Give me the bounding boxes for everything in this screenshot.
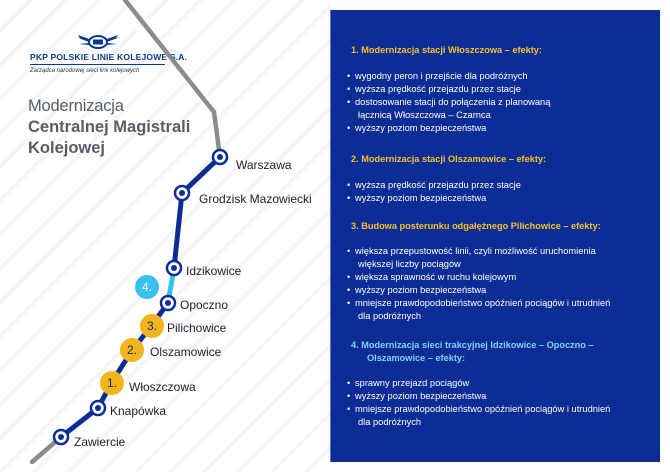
section-1-bullet: • wyższa prędkość przejazdu przez stacje <box>347 84 521 94</box>
section-1-bullet-continuation: łącznicą Włoszczowa – Czarnca <box>358 110 491 120</box>
station-node-grodzisk <box>175 186 189 200</box>
badge-2-label: 2. <box>126 343 137 357</box>
section-1-bullet: • wygodny peron i przejście dla podróżnych <box>347 71 528 81</box>
station-label-idzikowice: Idzikowice <box>186 264 242 278</box>
station-label-knapowka: Knapówka <box>110 404 167 418</box>
section-1-heading: 1. Modernizacja stacji Włoszczowa – efekty: <box>351 45 542 55</box>
station-label-pilichowice: Pilichowice <box>167 321 227 335</box>
section-3-heading: 3. Budowa posterunku odgałężnego Pilichowice – efekty: <box>351 221 601 231</box>
station-label-wloszczowa: Włoszczowa <box>129 380 196 394</box>
railway-route-map <box>0 0 330 472</box>
badge-1-label: 1. <box>106 376 117 390</box>
section-4-heading-line-1: 4. Modernizacja sieci trakcyjnej Idzikowice – Opoczno – <box>351 340 594 350</box>
station-node-opoczno <box>161 296 175 310</box>
station-label-zawiercie: Zawiercie <box>74 435 126 449</box>
station-node-idzikowice <box>167 261 181 275</box>
section-2-bullet: • wyższy poziom bezpieczeństwa <box>347 193 487 203</box>
badge-3-label: 3. <box>146 319 157 333</box>
station-node-zawiercie <box>54 430 68 444</box>
logo-subtitle: Zarządca narodowej sieci linii kolejowych <box>30 68 140 74</box>
route-gray-segment <box>125 0 220 157</box>
section-1-bullet: • dostosowanie stacji do połączenia z planowaną <box>347 97 551 107</box>
logo-brand: PKP POLSKIE LINIE KOLEJOWE S.A. <box>30 52 188 62</box>
section-2-bullet: • wyższa prędkość przejazdu przez stacje <box>347 180 521 190</box>
station-node-knapowka <box>91 401 105 415</box>
section-3-bullet: • większa przepustowość linii, czyli możliwość uruchomienia <box>347 246 596 256</box>
station-label-opoczno: Opoczno <box>180 298 229 312</box>
section-1-bullet: • wyższy poziom bezpieczeństwa <box>347 123 487 133</box>
section-2-heading: 2. Modernizacja stacji Olszamowice – efekty: <box>351 154 547 164</box>
section-4-heading-line-2: Olszamowice – efekty: <box>367 353 466 363</box>
station-label-warszawa: Warszawa <box>236 158 292 172</box>
section-4-bullet: • sprawny przejazd pociągów <box>347 378 470 388</box>
station-label-grodzisk: Grodzisk Mazowiecki <box>199 192 312 206</box>
left-panel <box>0 0 330 472</box>
section-4-bullet-continuation: dla podróżnych <box>358 417 422 427</box>
section-3-bullet-continuation: większej liczby pociągów <box>358 259 461 269</box>
station-label-olszamowice: Olszamowice <box>150 345 222 359</box>
route-blue-upper <box>174 157 220 268</box>
title-line-1: Modernizacja <box>28 97 124 115</box>
title-line-2: Centralnej Magistrali <box>28 118 191 136</box>
section-4-bullet: • wyższy poziom bezpieczeństwa <box>347 391 487 401</box>
title-line-3: Kolejowej <box>28 139 106 157</box>
section-4-bullet: • mniejsze prawdopodobieństwo opóźnień pociągów i utrudnień <box>347 404 611 414</box>
section-3-bullet: • wyższy poziom bezpieczeństwa <box>347 285 487 295</box>
section-3-bullet-continuation: dla podróżnych <box>358 311 422 321</box>
section-3-bullet: • większa sprawność w ruchu kolejowym <box>347 272 517 282</box>
badge-4-label: 4. <box>141 280 152 294</box>
effects-panel <box>330 10 660 462</box>
station-node-warszawa <box>213 150 227 164</box>
section-3-bullet: • mniejsze prawdopodobieństwo opóźnień pociągów i utrudnień <box>347 298 611 308</box>
